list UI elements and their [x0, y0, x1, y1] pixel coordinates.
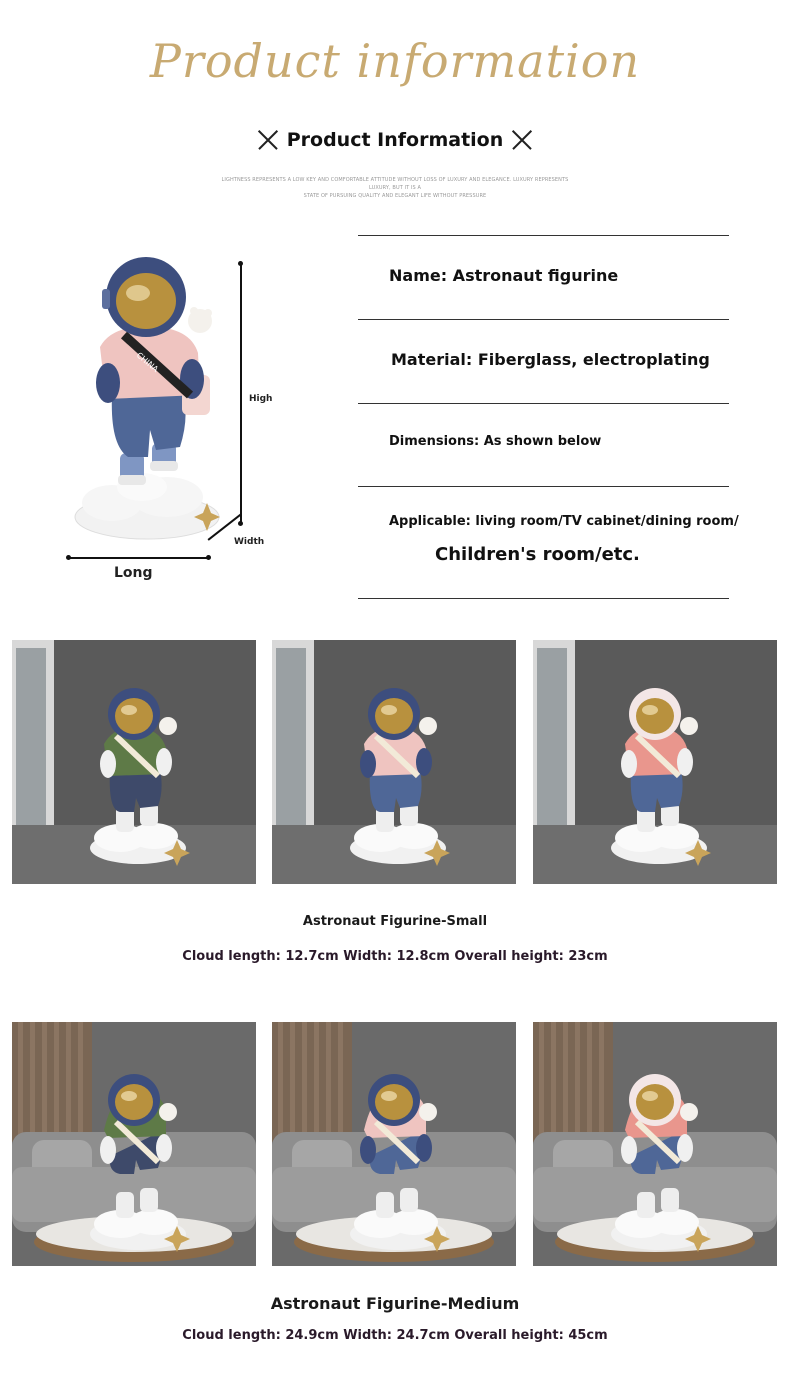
spec-row-name: [358, 235, 729, 319]
spec-row-material: [358, 319, 729, 403]
cross-ornament-icon: [257, 129, 279, 151]
tagline-line-2: STATE OF PURSUING QUALITY AND ELEGANT LIFE WITHOUT PRESSURE: [303, 193, 487, 199]
spec-applicable-line1: Applicable: living room/TV cabinet/dining room/: [389, 514, 739, 529]
medium-title: Astronaut Figurine-Medium: [270, 1294, 520, 1313]
height-dimension-line: [240, 263, 242, 525]
width-label: Width: [234, 537, 265, 547]
spec-table: [358, 235, 739, 599]
small-sizes: Cloud length: 12.7cm Width: 12.8cm Overall height: 23cm: [182, 949, 608, 964]
medium-sizes: Cloud length: 24.9cm Width: 24.7cm Overall height: 45cm: [182, 1328, 608, 1343]
long-label: Long: [114, 565, 153, 581]
long-dimension-line: [68, 557, 208, 559]
spec-row-dimensions: [358, 403, 729, 486]
width-end-dot: [238, 521, 243, 526]
medium-photo-pink: [533, 1022, 777, 1266]
section-heading: Product Information: [286, 129, 504, 151]
astronaut-diagram-figure: [72, 255, 222, 545]
height-top-dot: [238, 261, 243, 266]
long-right-dot: [206, 555, 211, 560]
tagline-fine-print: [210, 176, 580, 200]
small-photo-green: [12, 640, 256, 884]
tagline-line-1: LIGHTNESS REPRESENTS A LOW KEY AND COMFORTABLE ATTITUDE WITHOUT LOSS OF LUXURY AND ELEGANCE. LUXURY REPRESENTS LUXURY, BUT IT IS A: [221, 177, 569, 191]
heading-row: [0, 124, 790, 156]
small-photo-pink: [533, 640, 777, 884]
cross-ornament-icon: [511, 129, 533, 151]
medium-photo-blue: [272, 1022, 516, 1266]
long-left-dot: [66, 555, 71, 560]
spec-row-applicable: [358, 486, 739, 599]
cloud-base: [75, 473, 219, 539]
small-photo-blue: [272, 640, 516, 884]
high-label: High: [249, 394, 273, 404]
spec-dimensions: Dimensions: As shown below: [389, 434, 602, 449]
medium-photo-green: [12, 1022, 256, 1266]
small-title: Astronaut Figurine-Small: [302, 914, 488, 929]
spec-applicable-line2: Children's room/etc.: [435, 544, 640, 565]
script-title: Product information: [149, 34, 641, 88]
spec-name: Name: Astronaut figurine: [389, 266, 619, 285]
spec-material: Material: Fiberglass, electroplating: [391, 350, 710, 369]
strap-text: CHINA: [134, 350, 160, 374]
dimension-diagram: [60, 255, 290, 595]
